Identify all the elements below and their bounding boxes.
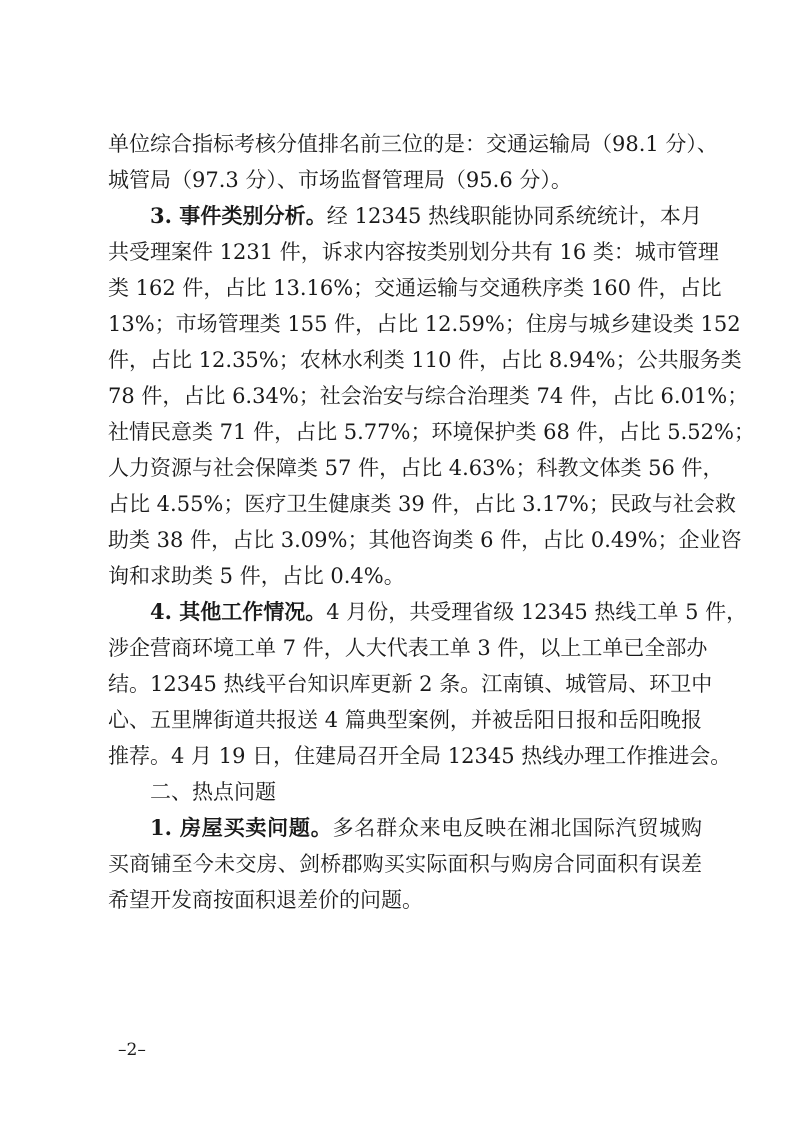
hot-issue-1-first-line	[108, 810, 702, 846]
text-line: 类 162 件，占比 13.16%；交通运输与交通秩序类 160 件，占比	[108, 276, 722, 300]
text-line: 13%；市场管理类 155 件，占比 12.59%；住房与城乡建设类 152	[108, 312, 741, 336]
section-3-heading: 3. 事件类别分析。	[150, 203, 327, 228]
text-line: 询和求助类 5 件，占比 0.4%。	[108, 564, 405, 588]
section-3-first-line	[108, 198, 702, 234]
text-line: 涉企营商环境工单 7 件，人大代表工单 3 件，以上工单已全部办	[108, 636, 708, 660]
text-line: 买商铺至今未交房、剑桥郡购买实际面积与购房合同面积有误差	[108, 852, 702, 876]
section-title-hot-issues: 二、热点问题	[150, 780, 276, 804]
text-line: 推荐。4 月 19 日，住建局召开全局 12345 热线办理工作推进会。	[108, 744, 732, 768]
text-line: 城管局（97.3 分）、市场监督管理局（95.6 分）。	[108, 168, 572, 192]
text-line: 78 件，占比 6.34%；社会治安与综合治理类 74 件，占比 6.01%；	[108, 384, 749, 408]
hot-issue-1-heading: 1. 房屋买卖问题。	[150, 815, 333, 840]
text-line: 共受理案件 1231 件，诉求内容按类别划分共有 16 类：城市管理	[108, 240, 719, 264]
text-line: 希望开发商按面积退差价的问题。	[108, 888, 423, 912]
document-body	[108, 126, 755, 918]
text-line: 人力资源与社会保障类 57 件，占比 4.63%；科教文体类 56 件，	[108, 456, 724, 480]
page-number: –2–	[118, 1040, 146, 1060]
text-line: 件，占比 12.35%；农林水利类 110 件，占比 8.94%；公共服务类	[108, 348, 742, 372]
section-4-heading: 4. 其他工作情况。	[150, 599, 327, 624]
text-line: 助类 38 件，占比 3.09%；其他咨询类 6 件，占比 0.49%；企业咨	[108, 528, 742, 552]
section-4-first-line	[108, 594, 748, 630]
text-span: 4 月份，共受理省级 12345 热线工单 5 件，	[326, 600, 748, 624]
text-span: 经 12345 热线职能协同系统统计，本月	[326, 204, 703, 228]
text-line: 社情民意类 71 件，占比 5.77%；环境保护类 68 件，占比 5.52%；	[108, 420, 755, 444]
text-line: 心、五里牌街道共报送 4 篇典型案例，并被岳阳日报和岳阳晚报	[108, 708, 702, 732]
text-span: 多名群众来电反映在湘北国际汽贸城购	[332, 816, 703, 840]
text-line: 占比 4.55%；医疗卫生健康类 39 件，占比 3.17%；民政与社会救	[108, 492, 736, 516]
text-line: 结。12345 热线平台知识库更新 2 条。江南镇、城管局、环卫中	[108, 672, 713, 696]
text-line: 单位综合指标考核分值排名前三位的是：交通运输局（98.1 分）、	[108, 132, 718, 156]
